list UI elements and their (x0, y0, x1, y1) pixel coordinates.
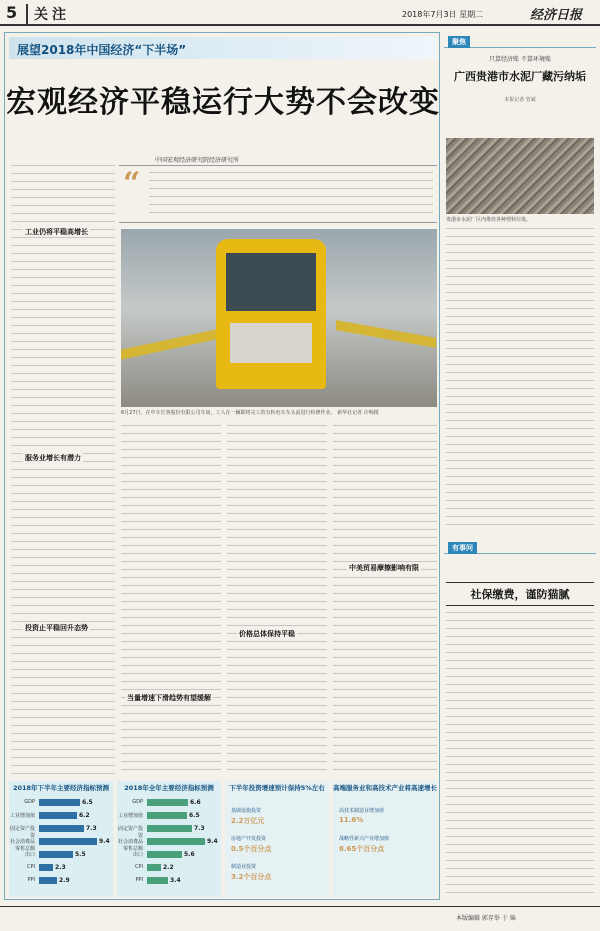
chart-title: 2018年下半年主要经济指标预测 (12, 784, 110, 792)
chart-panel-high-tech (333, 781, 437, 897)
bar-value: 9.4 (207, 838, 218, 845)
bar (39, 825, 84, 832)
bar-label: CPI (27, 864, 35, 870)
section-name: 关注 (26, 4, 70, 24)
headline: 宏观经济平稳运行大势不会改变 (6, 85, 440, 120)
text-column-2 (121, 425, 221, 777)
side-text-2 (446, 612, 594, 896)
bar-label: 固定资产投资 (9, 826, 35, 839)
info-text: 房地产开发投资 (231, 836, 267, 842)
photo-caption: 6月27日，在中车长客股份有限公司车间，工人在一辆即将完工的有轨电车车头前进行检修作业。 新华社记者 许畅摄 (121, 410, 379, 416)
bar-value: 6.2 (79, 812, 90, 819)
bar-value: 5.6 (184, 851, 195, 858)
bar (147, 864, 161, 871)
side-photo-caption: 贵港市水泥厂区内堆放各种塑料垃圾。 (446, 217, 532, 223)
subhead: 工业仍将平稳高增长 (25, 228, 88, 236)
bar (147, 851, 182, 858)
info-text: 高技术制造业增加值 (339, 808, 385, 814)
bar-label: 社会消费品零售总额 (9, 839, 35, 852)
info-text: 制造业投资 (231, 864, 257, 870)
lead-quote (119, 165, 437, 223)
bar-label: CPI (135, 864, 143, 870)
page-header (0, 0, 600, 26)
bar-label: GDP (132, 799, 143, 805)
side-headline-2: 社保缴费，谨防猫腻 (446, 582, 594, 606)
bar-value: 7.3 (86, 825, 97, 832)
subhead: 投资止平稳回升态势 (25, 624, 88, 632)
text-column-1 (11, 165, 115, 777)
editor-credit: 本版编辑 郭存举 于 锦 (456, 915, 516, 922)
bar-value: 3.4 (170, 877, 181, 884)
tram-illustration (216, 239, 326, 389)
bar-value: 6.6 (190, 799, 201, 806)
text-column-3 (227, 425, 327, 777)
bar-label: 工业增加值 (117, 813, 143, 819)
info-text: 战略性新兴产业增加值 (339, 836, 390, 842)
bar-label: 工业增加值 (9, 813, 35, 819)
bar (39, 812, 77, 819)
bar-value: 6.5 (189, 812, 200, 819)
section-tag (444, 36, 596, 48)
bar-value: 2.3 (55, 864, 66, 871)
tag-label: 聚焦 (448, 36, 470, 48)
bar (147, 812, 187, 819)
bar (147, 838, 205, 845)
info-number: 0.5个百分点 (231, 845, 272, 853)
bar-value: 2.9 (59, 877, 70, 884)
article-photo (121, 229, 437, 407)
topic-banner (9, 37, 437, 59)
bar-value: 2.2 (163, 864, 174, 871)
subhead: 中美贸易摩擦影响有限 (349, 564, 419, 572)
bar (39, 877, 57, 884)
info-number: 8.65个百分点 (339, 845, 385, 853)
main-article (4, 32, 440, 900)
chart-panel-h2-forecast (9, 781, 113, 897)
bar (39, 851, 73, 858)
bar-label: 出口 (132, 852, 143, 858)
bar (39, 838, 97, 845)
bar-label: 社会消费品零售总额 (117, 839, 143, 852)
bar-value: 7.3 (194, 825, 205, 832)
bar-label: 固定资产投资 (117, 826, 143, 839)
bar-label: 出口 (24, 852, 35, 858)
page-footer (0, 906, 600, 931)
bar-label: GDP (24, 799, 35, 805)
side-byline: 本报记者 管斌 (504, 97, 536, 103)
section-tag (444, 542, 596, 554)
subhead: 价格总体保持平稳 (239, 630, 295, 638)
quote-mark-icon: “ (123, 166, 141, 201)
bar (39, 864, 53, 871)
page-number: 5 (6, 3, 18, 22)
byline: 中国宏观经济研究院经济研究所 (155, 157, 240, 164)
bar-label: PPI (27, 877, 35, 883)
info-text: 基础设施投资 (231, 808, 262, 814)
issue-date: 2018年7月3日 星期二 (402, 10, 484, 19)
chart-title: 高端服务业和高技术产业将高速增长 (333, 784, 437, 792)
info-number: 3.2个百分点 (231, 873, 272, 881)
info-number: 2.2万亿元 (231, 817, 265, 825)
subhead: 当量增速下滑趋势有望缓解 (127, 694, 211, 702)
side-headline: 广西贵港市水泥厂藏污纳垢 (454, 70, 586, 83)
right-column (444, 32, 596, 900)
text-column-4 (333, 425, 437, 777)
bar (39, 799, 80, 806)
infographic-row (9, 781, 437, 897)
side-text (446, 228, 594, 528)
bar-value: 9.4 (99, 838, 110, 845)
bar (147, 877, 168, 884)
subhead: 服务业增长有潜力 (25, 454, 81, 462)
bar-label: PPI (135, 877, 143, 883)
bar (147, 825, 192, 832)
chart-panel-annual-forecast (117, 781, 221, 897)
chart-title: 下半年投资增速预计保持5%左右 (229, 784, 325, 792)
bar-value: 5.5 (75, 851, 86, 858)
newspaper-logo: 经济日报 (530, 8, 583, 23)
bar (147, 799, 188, 806)
bar-value: 6.5 (82, 799, 93, 806)
info-number: 11.6% (339, 816, 364, 824)
kicker: 只算经济账 不算环境账 (489, 56, 551, 63)
chart-panel-investment (225, 781, 329, 897)
garbage-photo (446, 138, 594, 214)
chart-title: 2018年全年主要经济指标预测 (124, 784, 214, 792)
tag-label: 有事问 (448, 542, 477, 554)
banner-text: 展望2018年中国经济“下半场” (17, 43, 187, 57)
